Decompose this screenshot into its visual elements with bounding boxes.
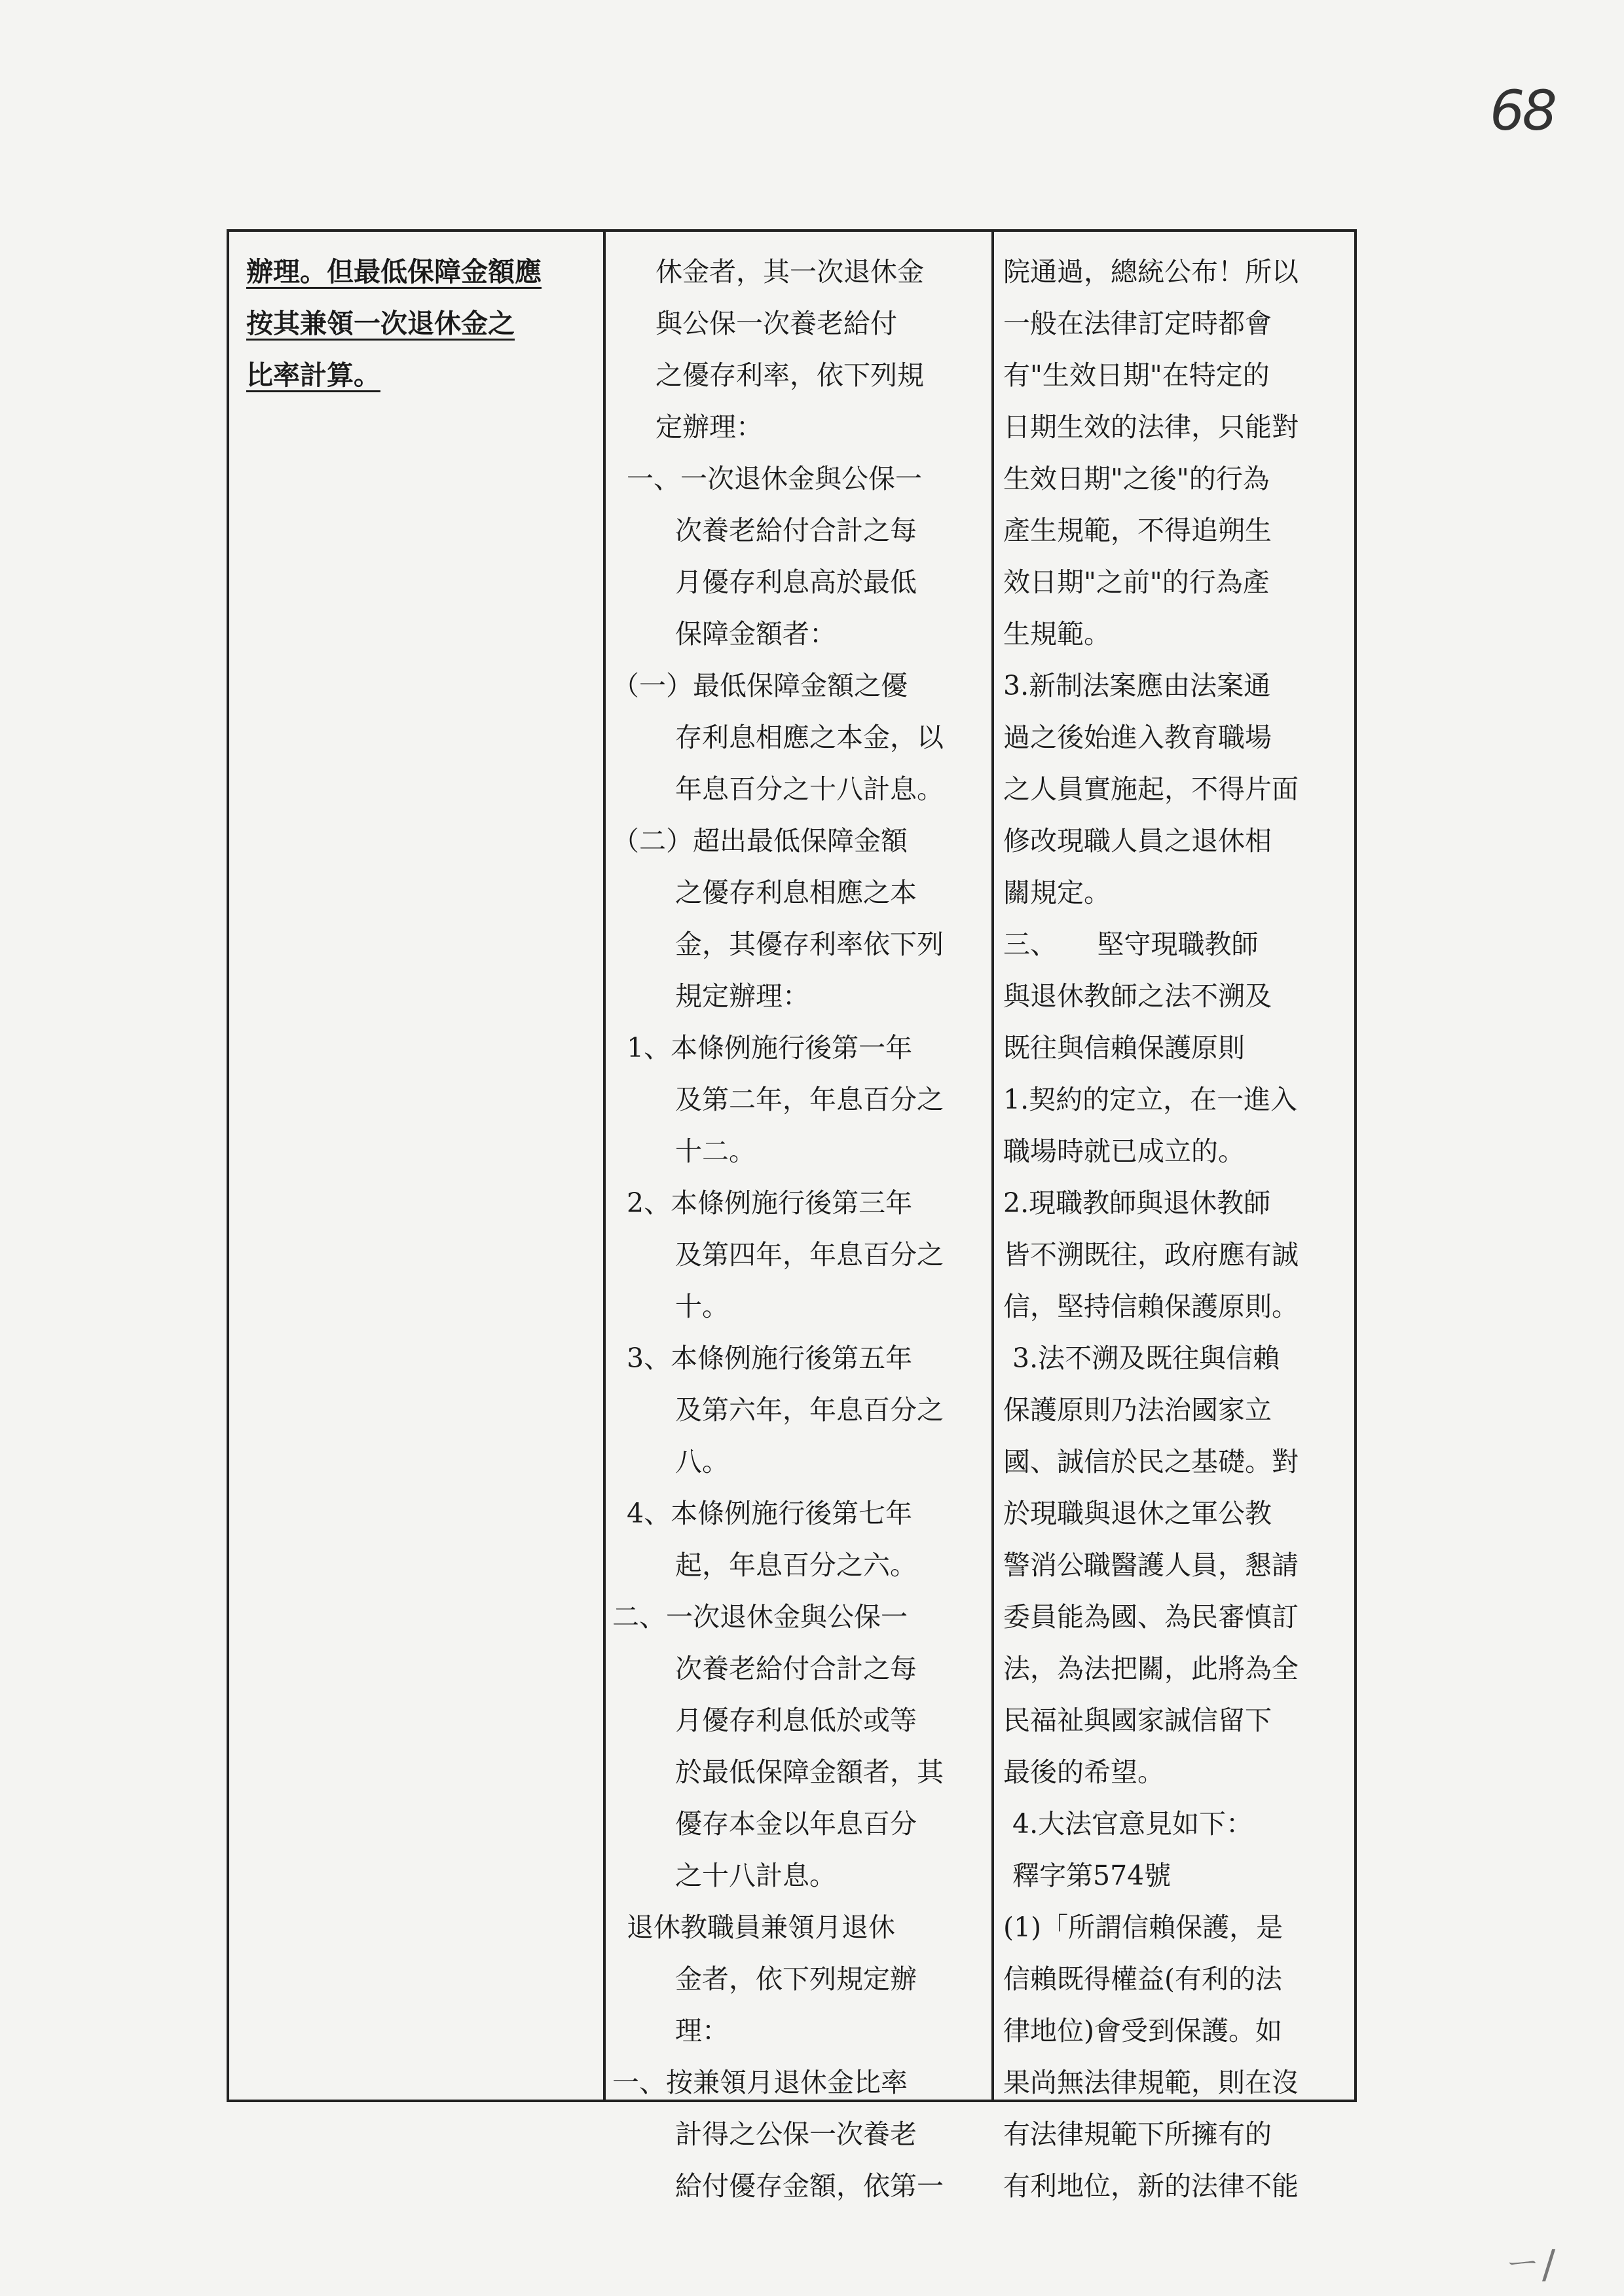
right-line: 民福祉與國家誠信留下 xyxy=(1003,1705,1272,1736)
right-line: 2.現職教師與退休教師 xyxy=(1003,1187,1271,1219)
right-line: 有法律規範下所擁有的 xyxy=(1003,2119,1272,2150)
right-line: 最後的希望。 xyxy=(1003,1756,1164,1788)
right-line: 律地位)會受到保護。如 xyxy=(1003,2015,1282,2046)
middle-line: 月優存利息高於最低 xyxy=(675,566,917,598)
middle-line: 保障金額者： xyxy=(675,618,836,650)
middle-line: 4、本條例施行後第七年 xyxy=(627,1498,913,1529)
right-line: 信，堅持信賴保護原則。 xyxy=(1003,1291,1299,1322)
right-line: 產生規範，不得追朔生 xyxy=(1003,515,1272,546)
right-line: 信賴既得權益(有利的法 xyxy=(1003,1963,1282,1995)
middle-line: 之優存利率，依下列規 xyxy=(655,360,924,391)
right-line: 生規範。 xyxy=(1003,618,1111,650)
right-line: 效日期"之前"的行為產 xyxy=(1003,566,1270,598)
right-column xyxy=(994,232,1354,2202)
corner-mark: ㄧ/ xyxy=(1503,2242,1556,2287)
middle-line: 退休教職員兼領月退休 xyxy=(627,1912,895,1943)
middle-line: 之優存利息相應之本 xyxy=(675,877,917,908)
middle-line: 計得之公保一次養老 xyxy=(675,2119,917,2150)
middle-line: 十。 xyxy=(675,1291,729,1322)
middle-line: 規定辦理： xyxy=(675,980,809,1012)
right-line: 有"生效日期"在特定的 xyxy=(1003,360,1270,391)
right-line: 釋字第574號 xyxy=(1012,1860,1172,1891)
left-line: 辦理。但最低保障金額應 xyxy=(246,256,542,287)
middle-line: 次養老給付合計之每 xyxy=(675,1653,917,1684)
middle-line: （二）超出最低保障金額 xyxy=(612,825,908,857)
right-line: 保護原則乃法治國家立 xyxy=(1003,1394,1272,1426)
middle-line: 理： xyxy=(675,2015,729,2046)
right-line: 三、 堅守現職教師 xyxy=(1003,929,1259,960)
middle-line: 與公保一次養老給付 xyxy=(655,308,897,339)
middle-line: 休金者，其一次退休金 xyxy=(655,256,924,287)
right-line: 一般在法律訂定時都會 xyxy=(1003,308,1272,339)
right-line: 過之後始進入教育職場 xyxy=(1003,722,1272,753)
middle-line: 二、一次退休金與公保一 xyxy=(612,1601,908,1633)
middle-line: 給付優存金額，依第一 xyxy=(675,2170,944,2202)
right-line: 修改現職人員之退休相 xyxy=(1003,825,1272,857)
middle-line: 及第四年，年息百分之 xyxy=(675,1239,944,1270)
middle-line: 起，年息百分之六。 xyxy=(675,1549,917,1581)
left-line: 按其兼領一次退休金之 xyxy=(246,308,515,339)
middle-line: 八。 xyxy=(675,1446,729,1477)
right-line: 委員能為國、為民審慎訂 xyxy=(1003,1601,1299,1633)
right-line: 國、誠信於民之基礎。對 xyxy=(1003,1446,1299,1477)
right-line: 之人員實施起，不得片面 xyxy=(1003,773,1299,805)
middle-line: 年息百分之十八計息。 xyxy=(675,773,944,805)
right-line: (1)「所謂信賴保護，是 xyxy=(1003,1912,1283,1943)
middle-line: 及第二年，年息百分之 xyxy=(675,1084,944,1115)
right-line: 院通過，總統公布！所以 xyxy=(1003,256,1299,287)
right-line: 生效日期"之後"的行為 xyxy=(1003,463,1270,494)
middle-line: 之十八計息。 xyxy=(675,1860,836,1891)
middle-line: 優存本金以年息百分 xyxy=(675,1808,917,1840)
middle-line: 次養老給付合計之每 xyxy=(675,515,917,546)
middle-line: 3、本條例施行後第五年 xyxy=(627,1342,913,1374)
middle-line: （一）最低保障金額之優 xyxy=(612,670,908,701)
middle-line: 1、本條例施行後第一年 xyxy=(627,1032,913,1064)
right-line: 4.大法官意見如下： xyxy=(1012,1808,1253,1840)
right-line: 於現職與退休之軍公教 xyxy=(1003,1498,1272,1529)
left-column xyxy=(229,232,606,2100)
middle-line: 2、本條例施行後第三年 xyxy=(627,1187,913,1219)
right-line: 日期生效的法律，只能對 xyxy=(1003,411,1299,443)
right-line: 法，為法把關，此將為全 xyxy=(1003,1653,1299,1684)
middle-line: 月優存利息低於或等 xyxy=(675,1705,917,1736)
right-line: 果尚無法律規範，則在沒 xyxy=(1003,2067,1299,2098)
right-line: 有利地位，新的法律不能 xyxy=(1003,2170,1299,2202)
right-line: 既往與信賴保護原則 xyxy=(1003,1032,1245,1064)
page-number: 68 xyxy=(1490,79,1555,143)
middle-line: 一、按兼領月退休金比率 xyxy=(612,2067,908,2098)
middle-column xyxy=(606,232,994,2202)
left-line: 比率計算。 xyxy=(246,360,380,391)
middle-line: 十二。 xyxy=(675,1136,756,1167)
right-line: 職場時就已成立的。 xyxy=(1003,1136,1245,1167)
middle-line: 金，其優存利率依下列 xyxy=(675,929,944,960)
middle-line: 存利息相應之本金，以 xyxy=(675,722,944,753)
middle-line: 金者，依下列規定辦 xyxy=(675,1963,917,1995)
middle-line: 定辦理： xyxy=(655,411,763,443)
middle-line: 於最低保障金額者，其 xyxy=(675,1756,944,1788)
right-line: 與退休教師之法不溯及 xyxy=(1003,980,1272,1012)
right-line: 3.法不溯及既往與信賴 xyxy=(1012,1342,1280,1374)
right-line: 關規定。 xyxy=(1003,877,1111,908)
right-line: 警消公職醫護人員，懇請 xyxy=(1003,1549,1299,1581)
right-line: 3.新制法案應由法案通 xyxy=(1003,670,1271,701)
middle-line: 及第六年，年息百分之 xyxy=(675,1394,944,1426)
right-line: 1.契約的定立，在一進入 xyxy=(1003,1084,1298,1115)
middle-line: 一、一次退休金與公保一 xyxy=(627,463,922,494)
comparison-table xyxy=(227,229,1357,2202)
right-line: 皆不溯既往，政府應有誠 xyxy=(1003,1239,1299,1270)
